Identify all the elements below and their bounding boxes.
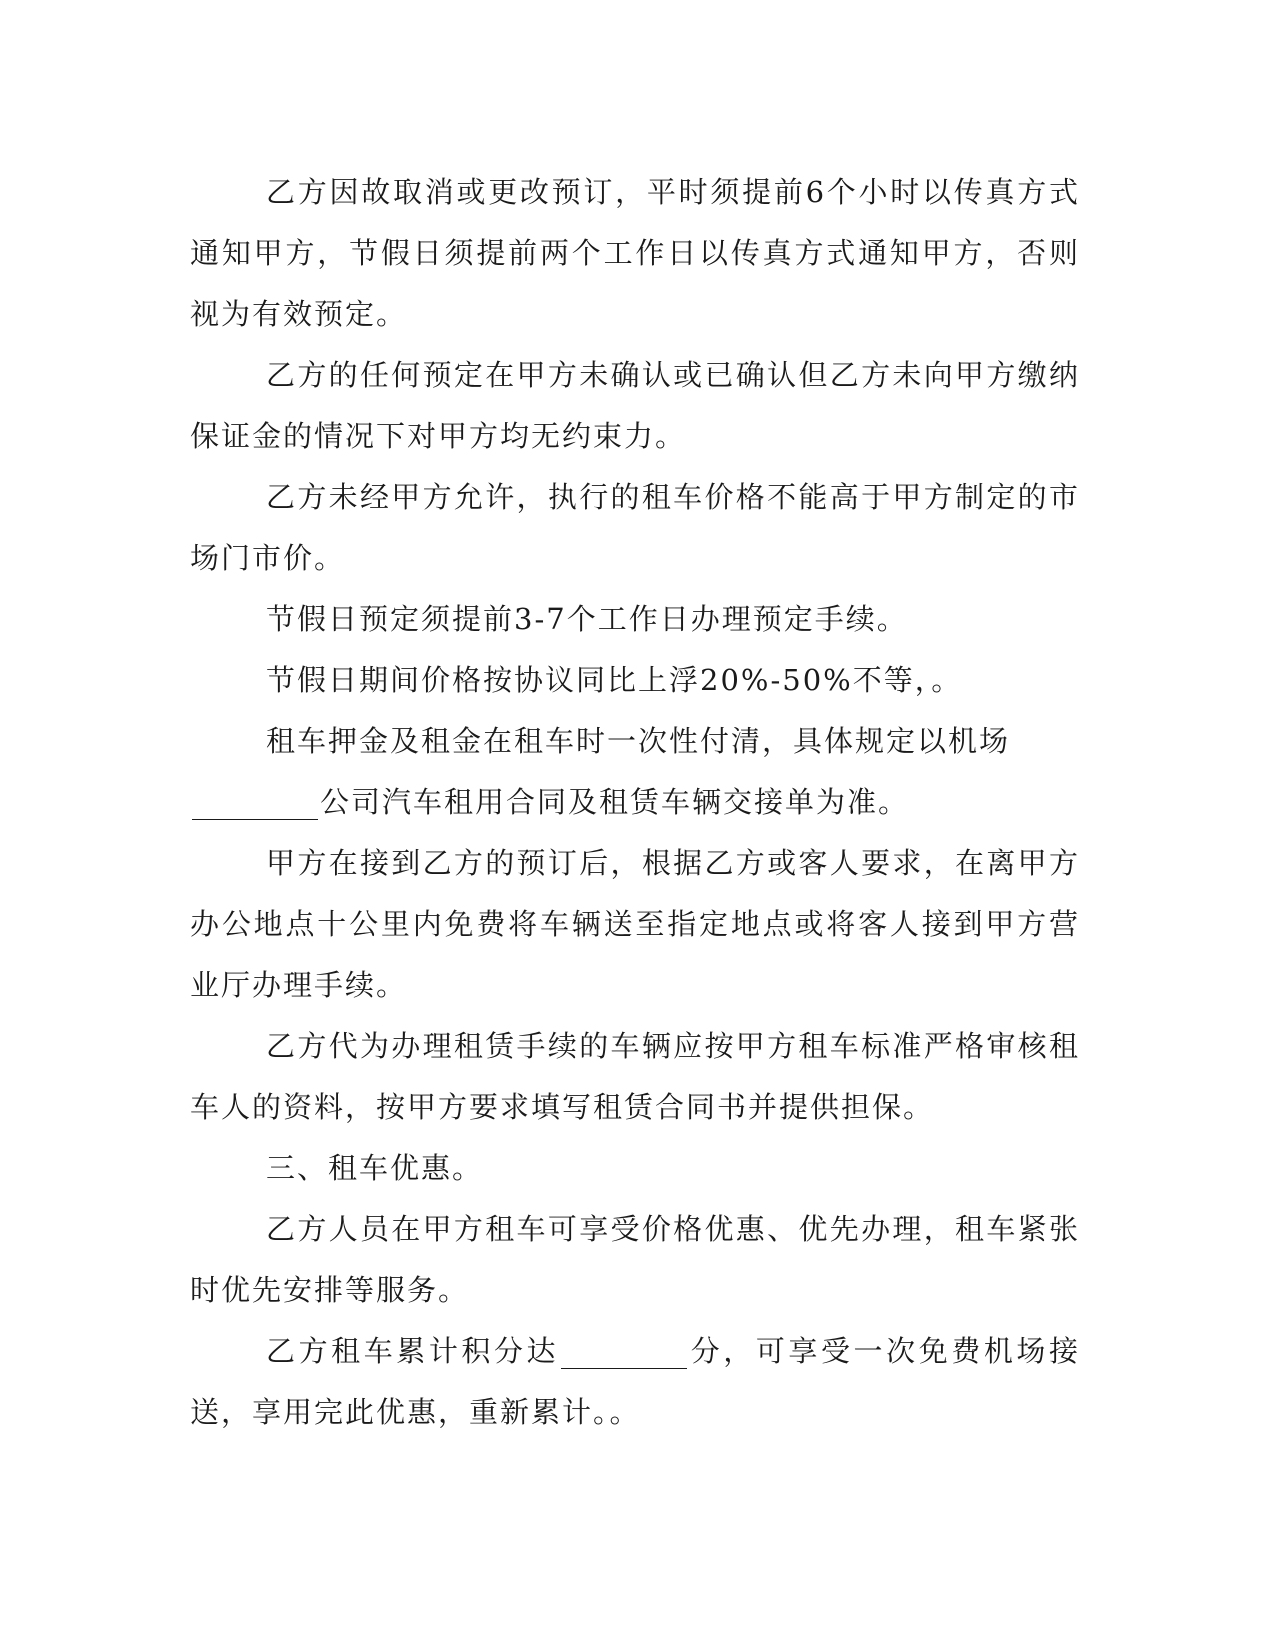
fill-in-blank-company <box>192 787 318 820</box>
deposit-line2-text: 公司汽车租用合同及租赁车辆交接单为准。 <box>320 785 910 819</box>
paragraph-price-limit: 乙方未经甲方允许，执行的租车价格不能高于甲方制定的市场门市价。 <box>190 480 1080 575</box>
paragraph-holiday-advance: 节假日预定须提前3-7个工作日办理预定手续。 <box>266 602 908 636</box>
paragraph-delivery: 甲方在接到乙方的预订后，根据乙方或客人要求，在离甲方办公地点十公里内免费将车辆送至指定地点或将客人接到甲方营业厅办理手续。 <box>190 846 1080 1002</box>
paragraph-discount-service: 乙方人员在甲方租车可享受价格优惠、优先办理，租车紧张时优先安排等服务。 <box>190 1212 1080 1307</box>
paragraph-review: 乙方代为办理租赁手续的车辆应按甲方租车标准严格审核租车人的资料，按甲方要求填写租赁合同书并提供担保。 <box>190 1029 1080 1124</box>
paragraph-deposit-line2 <box>190 772 1080 833</box>
points-text-after: 分，可享受一次免费机场接送，享用完此优惠，重新累计。。 <box>190 1334 1080 1429</box>
paragraph-points <box>190 1321 1080 1443</box>
paragraph-holiday-price: 节假日期间价格按协议同比上浮20%-50%不等，。 <box>266 663 963 697</box>
document-body <box>190 162 1080 1443</box>
paragraph-cancel-booking: 乙方因故取消或更改预订，平时须提前6个小时以传真方式通知甲方，节假日须提前两个工作日以传真方式通知甲方，否则视为有效预定。 <box>190 175 1080 331</box>
section-heading-discount: 三、租车优惠。 <box>266 1151 484 1185</box>
paragraph-deposit-line1: 租车押金及租金在租车时一次性付清，具体规定以机场 <box>266 724 1011 758</box>
paragraph-booking-binding: 乙方的任何预定在甲方未确认或已确认但乙方未向甲方缴纳保证金的情况下对甲方均无约束力。 <box>190 358 1080 453</box>
points-text-before: 乙方租车累计积分达 <box>266 1334 560 1368</box>
fill-in-blank-points <box>561 1336 687 1369</box>
